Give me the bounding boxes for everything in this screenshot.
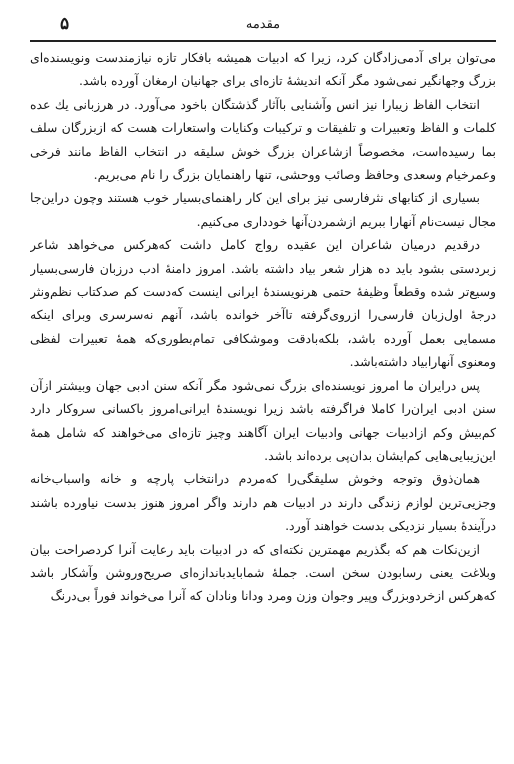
paragraph: پس درایران ما امروز نویسنده‌ای بزرگ نمی‌شود مگر آنکه سنن ادبی جهان وبیشتر ازآن سنن ادبی ایران‌را کاملا فراگرفته باشد زیرا نویسندهٔ ایرانی‌امروز باکسانی سروکار دارد کم‌بیش وکم ازادبیات جهانی وادبیات ایران آگاهند وچیز تازه‌ای می‌خواهند که شامل همهٔ این‌زیبایی‌هایی کم‌ایشان بدان‌پی برده‌اند باشد.	[30, 377, 496, 463]
paragraph: ازین‌نکات هم که بگذریم مهمترین نکته‌ای که در ادبیات باید رعایت آنرا کرد‌صراحت بیان وبلاغت یعنی رسابودن سخن است. جملهٔ شمابایدباندازه‌ای صریح‌وروشن وآشکار باشد که‌هرکس ازخردوبزرگ وپیر وجوان وزن ومرد ودانا ونادان که آنرا می‌خواند فوراً بی‌درنگ	[30, 541, 496, 604]
paragraph: همان‌ذوق وتوجه وخوش سلیقگی‌را که‌مردم درانتخاب پارچه و خانه واسباب‌خانه وجزیی‌ترین لوازم زندگی دارند در ادبیات هم دارند واگر امروز هنوز بدست نیاورده باشند درآیندهٔ بسیار نزدیکی بدست خواهند آورد.	[30, 471, 496, 534]
page-body-text	[30, 46, 496, 758]
paragraph: بسیاری از کتابهای نثرفارسی نیز برای این کار راهنمای‌بسیار خوب هستند وچون دراین‌جا مجال نیست‌نام آنهارا ببریم ازشمردن‌آنها خودداری می‌کنیم.	[30, 190, 496, 229]
page-number: ۵	[60, 14, 70, 34]
paragraph: درقدیم درمیان شاعران این عقیده رواج کامل داشت که‌هرکس می‌خواهد شاعر زبردستی بشود باید ده هزار شعر بیاد داشته باشد. امروز دامنهٔ ادب درزبان فارسی‌بسیار وسیع‌تر شده وقطعاً وظیفهٔ حتمی هرنویسندهٔ ایرانی اینست که‌دست کم صدکتاب نظم‌ونثر درجهٔ اول‌زبان فارسی‌را ازروی‌گرفته تاآخر خوانده باشد، آنهم نه‌سرسری وبرای اینکه مسمایی بعمل آورده باشد، بلکه‌بادقت وموشکافی تمام‌بطوری‌که همهٔ تعبیرات لفظی ومعنوی آنهارابیاد داشته‌باشد.	[30, 237, 496, 370]
paragraph: می‌توان برای آدمی‌زادگان کرد، زیرا که ادبیات همیشه بافکار تازه نیازمندست ونویسنده‌ای بزرگ وجهانگیر نمی‌شود مگر آنکه اندیشهٔ تازه‌ای برای جهانیان ارمغان آورده باشد.	[30, 50, 496, 89]
chapter-title: مقدمه	[245, 17, 281, 32]
page-header	[30, 6, 496, 42]
paragraph: انتخاب الفاظ زیبارا نیز انس وآشنایی باآثار گذشتگان باخود می‌آورد. در هرزبانی یك عده کلمات و الفاظ وتعبیرات و تلفیقات و ترکیبات وکنایات واستعارات هست که ازبزرگان سلف بما رسیده‌است، مخصوصاً ازشاعران بزرگ خوش سلیقه در انتخاب الفاظ مانند فرخی وعمرخیام وسعدی وحافظ وصائب ووحشی، تنها راهنمایان بزرگ را نام می‌بریم.	[30, 96, 496, 183]
